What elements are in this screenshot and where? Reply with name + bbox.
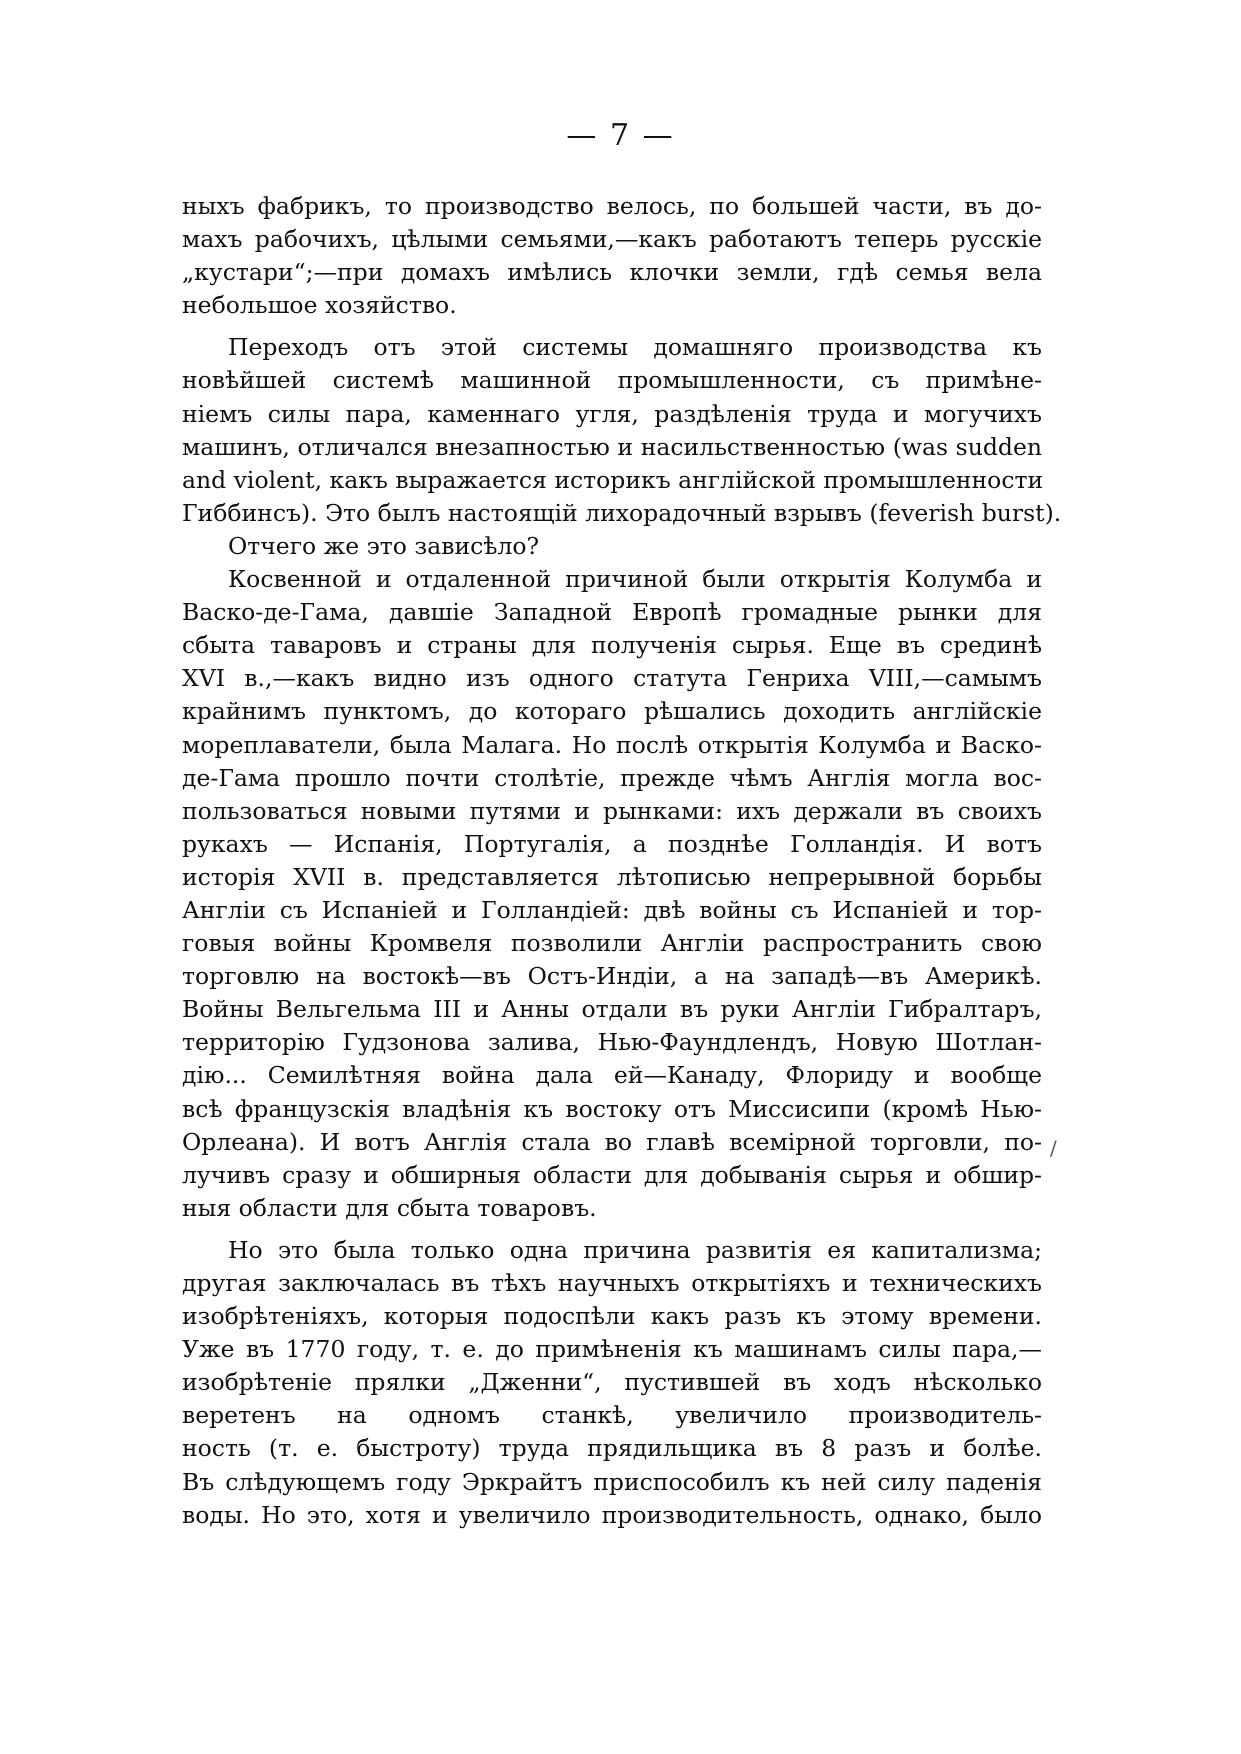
text-line: другая заключалась въ тѣхъ научныхъ открытіяхъ и техническихъ (182, 1269, 1042, 1297)
text-line: ніемъ силы пара, каменнаго угля, раздѣленія труда и могучихъ (182, 399, 1042, 428)
text-line: машинъ, отличался внезапностью и насильственностью (was sudden (182, 432, 1042, 461)
text-line: воды. Но это, хотя и увеличило производительность, однако, было (182, 1500, 1042, 1529)
text-line: Васко-де-Гама, давшіе Западной Европѣ громадные рынки для (182, 598, 1042, 627)
text-line: всѣ французскія владѣнія къ востоку отъ Миссисипи (кромѣ Нью- (182, 1094, 1042, 1123)
text-line: Но это была только одна причина развитія ея капитализма; (228, 1235, 1042, 1264)
text-line: мореплаватели, была Малага. Но послѣ открытія Колумба и Васко- (182, 730, 1042, 759)
text-line: торговлю на востокѣ—въ Остъ-Индіи, а на западѣ—въ Америкѣ. (182, 962, 1042, 991)
text-line: ныя области для сбыта товаровъ. (182, 1193, 597, 1222)
margin-mark: / (1050, 1136, 1057, 1160)
text-line: and violent, какъ выражается историкъ англійской промышленности (182, 465, 1044, 494)
text-line: Войны Вельгельма III и Анны отдали въ руки Англіи Гибралтаръ, (182, 995, 1042, 1024)
text-line: „кустари“;—при домахъ имѣлись клочки земли, гдѣ семья вела (182, 258, 1042, 287)
text-line: Косвенной и отдаленной причиной были открытія Колумба и (228, 565, 1042, 594)
page-number: — 7 — (566, 118, 675, 153)
text-line: говыя войны Кромвеля позволили Англіи распространить свою (182, 929, 1042, 958)
text-line: сбыта таваровъ и страны для полученія сырья. Еще въ срединѣ (182, 631, 1042, 660)
text-line: Орлеана). И вотъ Англія стала во главѣ всемірной торговли, по- (182, 1127, 1042, 1156)
text-line: Переходъ отъ этой системы домашняго производства къ (228, 333, 1042, 362)
text-line: небольшое хозяйство. (182, 291, 457, 320)
text-line: махъ рабочихъ, цѣлыми семьями,—какъ работаютъ теперь русскіе (182, 225, 1042, 254)
text-line: новѣйшей системѣ машинной промышленности, съ примѣне- (182, 366, 1042, 395)
text-line: пользоваться новыми путями и рынками: ихъ держали въ своихъ (182, 796, 1042, 825)
text-line: изобрѣтеніе прялки „Дженни“, пустившей въ ходъ нѣсколько (182, 1368, 1042, 1397)
text-line: Гиббинсъ). Это былъ настоящій лихорадочный взрывъ (feverish burst). (182, 498, 1062, 527)
text-line: Въ слѣдующемъ году Эркрайтъ приспособилъ къ ней силу паденія (182, 1467, 1042, 1496)
text-line: Уже въ 1770 году, т. е. до примѣненія къ машинамъ силы пара,— (182, 1335, 1042, 1364)
text-line: XVI в.,—какъ видно изъ одного статута Генриха VIII,—самымъ (182, 664, 1042, 693)
text-line: Англіи съ Испаніей и Голландіей: двѣ войны съ Испаніей и тор- (182, 895, 1042, 924)
text-line: веретенъ на одномъ станкѣ, увеличило производитель- (182, 1401, 1042, 1430)
text-line: Отчего же это зависѣло? (228, 531, 540, 560)
body-text (182, 190, 1062, 1532)
text-line: ность (т. е. быстроту) труда прядильщика въ 8 разъ и болѣе. (182, 1434, 1042, 1463)
text-line: территорію Гудзонова залива, Нью-Фаундлендъ, Новую Шотлан- (182, 1028, 1042, 1057)
text-line: ныхъ фабрикъ, то производство велось, по большей части, въ до- (182, 192, 1042, 220)
text-line: крайнимъ пунктомъ, до котораго рѣшались доходить англійскіе (182, 697, 1042, 726)
text-line: де-Гама прошло почти столѣтіе, прежде чѣмъ Англія могла вос- (182, 763, 1042, 792)
text-line: дію... Семилѣтняя война дала ей—Канаду, Флориду и вообще (182, 1061, 1042, 1090)
text-line: лучивъ сразу и обширныя области для добыванія сырья и обшир- (182, 1160, 1042, 1189)
text-line: изобрѣтеніяхъ, которыя подоспѣли какъ разъ къ этому времени. (182, 1302, 1042, 1331)
text-line: рукахъ — Испанія, Португалія, а позднѣе Голландія. И вотъ (182, 829, 1042, 858)
text-line: исторія XVII в. представляется лѣтописью непрерывной борьбы (182, 862, 1042, 891)
